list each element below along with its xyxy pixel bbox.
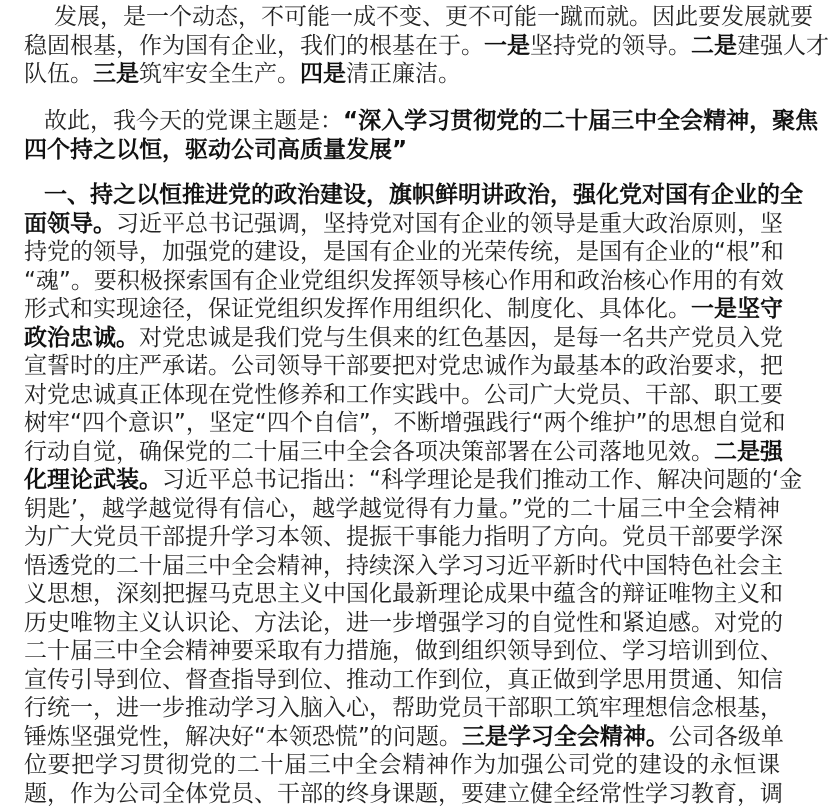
text-line: [24, 495, 780, 524]
text-line: [24, 523, 780, 552]
text-line: [24, 723, 780, 752]
text-line: [24, 32, 780, 61]
text-line: [24, 181, 780, 210]
text-line: [24, 60, 780, 89]
text-run: “魂”。要积极探索国有企业党组织发挥领导核心作用和政治核心作用的有效: [24, 268, 784, 294]
text-run: 锤炼坚强党性，解决好“本领恐慌”的问题。: [24, 724, 462, 750]
text-line: [24, 409, 780, 438]
text-run: 建强人才: [737, 33, 829, 59]
bold-text: 二是强: [714, 439, 783, 465]
text-line: [24, 580, 780, 609]
text-line: [24, 3, 780, 32]
bold-text: 一、持之以恒推进党的政治建设，旗帜鲜明讲政治，强化党对国有企业的全: [44, 182, 803, 208]
bold-text: 面领导。: [24, 211, 116, 237]
bold-text: “深入学习贯彻党的二十届三中全会精神，聚焦: [343, 108, 818, 134]
bold-text: 三是学习全会精神。: [462, 724, 669, 750]
text-run: 形式和实现途径，保证党组织发挥作用组织化、制度化、具体化。: [24, 296, 691, 322]
text-run: 悟透党的二十届三中全会精神，持续深入学习习近平新时代中国特色社会主: [24, 553, 783, 579]
text-line: [24, 438, 780, 467]
paragraph-foundations: [24, 3, 780, 89]
text-run: 宣传引导到位、督查指导到位、推动工作到位，真正做到学思用贯通、知信: [24, 667, 783, 693]
text-line: [24, 352, 780, 381]
text-line: [24, 295, 780, 324]
text-line: [24, 666, 780, 695]
text-run: 稳固根基，作为国有企业，我们的根基在于。: [24, 33, 484, 59]
text-run: 坚持党的领导。: [530, 33, 691, 59]
text-line: [24, 136, 780, 165]
text-run: 故此，我今天的党课主题是：: [44, 108, 343, 134]
text-line: [24, 609, 780, 638]
text-run: 行动自觉，确保党的二十届三中全会各项决策部署在公司落地见效。: [24, 439, 714, 465]
text-run: 为广大党员干部提升学习本领、提振干事能力指明了方向。党员干部要学深: [24, 524, 783, 550]
text-line: [24, 238, 780, 267]
text-line: [24, 466, 780, 495]
text-run: 习近平总书记强调，坚持党对国有企业的领导是重大政治原则，坚: [116, 211, 783, 237]
text-line: [24, 324, 780, 353]
text-line: [24, 751, 780, 780]
text-line: [24, 780, 780, 808]
text-run: 钥匙’，越学越觉得有信心，越学越觉得有力量。”党的二十届三中全会精神: [24, 496, 780, 522]
bold-text: 三是: [93, 61, 139, 87]
bold-text: 化理论武装。: [24, 467, 162, 493]
text-line: [24, 637, 780, 666]
text-line: [24, 552, 780, 581]
text-run: 队伍。: [24, 61, 93, 87]
text-run: 对党忠诚真正体现在党性修养和工作实践中。公司广大党员、干部、职工要: [24, 382, 783, 408]
text-run: 持党的领导，加强党的建设，是国有企业的光荣传统，是国有企业的“根”和: [24, 239, 784, 265]
bold-text: 四是: [300, 61, 346, 87]
text-line: [24, 107, 780, 136]
text-run: 历史唯物主义认识论、方法论，进一步增强学习的自觉性和紧迫感。对党的: [24, 610, 783, 636]
paragraph-lesson-theme: [24, 107, 780, 164]
text-run: 二十届三中全会精神要采取有力措施，做到组织领导到位、学习培训到位、: [24, 638, 783, 664]
text-run: 公司各级单: [669, 724, 784, 750]
text-run: 树牢“四个意识”，坚定“四个自信”，不断增强践行“两个维护”的思想自觉和: [24, 410, 786, 436]
bold-text: 一是: [484, 33, 530, 59]
text-run: 筑牢安全生产。: [139, 61, 300, 87]
text-run: 位要把学习贯彻党的二十届三中全会精神作为加强公司党的建设的永恒课: [24, 752, 780, 778]
text-run: 义思想，深刻把握马克思主义中国化最新理论成果中蕴含的辩证唯物主义和: [24, 581, 783, 607]
text-line: [24, 694, 780, 723]
text-line: [24, 381, 780, 410]
bold-text: 政治忠诚。: [24, 325, 139, 351]
paragraph-political-construction: [24, 181, 780, 808]
text-run: 清正廉洁。: [346, 61, 461, 87]
text-line: [24, 267, 780, 296]
text-run: 题，作为公司全体党员、干部的终身课题，要建立健全经常性学习教育，调: [24, 781, 783, 807]
text-run: 习近平总书记指出：“科学理论是我们推动工作、解决问题的‘金: [162, 467, 802, 493]
text-line: [24, 210, 780, 239]
bold-text: 二是: [691, 33, 737, 59]
text-run: 发展，是一个动态，不可能一成不变、更不可能一蹴而就。因此要发展就要: [54, 4, 813, 30]
text-run: 宣誓时的庄严承诺。公司领导干部要把对党忠诚作为最基本的政治要求，把: [24, 353, 783, 379]
bold-text: 四个持之以恒，驱动公司高质量发展”: [24, 137, 407, 163]
text-run: 对党忠诚是我们党与生俱来的红色基因，是每一名共产党员入党: [139, 325, 783, 351]
text-run: 行统一，进一步推动学习入脑入心，帮助党员干部职工筑牢理想信念根基，: [24, 695, 783, 721]
bold-text: 一是坚守: [691, 296, 783, 322]
